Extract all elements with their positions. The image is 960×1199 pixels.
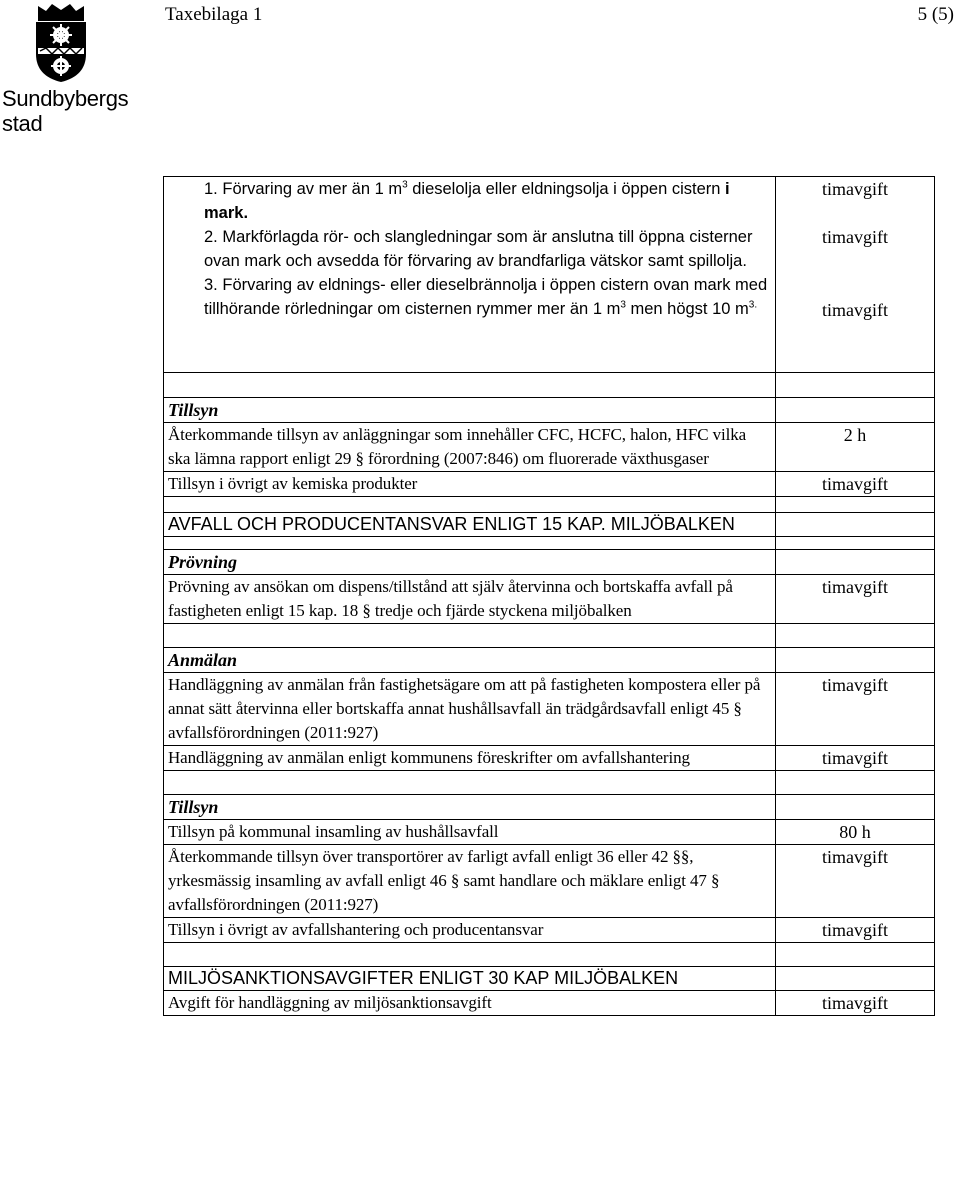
section-subheading: Anmälan <box>164 648 776 673</box>
table-row <box>164 497 935 513</box>
fee-description: Återkommande tillsyn av anläggningar som innehåller CFC, HCFC, halon, HFC vilka ska lämna rapport enligt 29 § förordning (2007:846) om fluorerade växthusgaser <box>164 423 776 472</box>
table-row <box>164 771 935 795</box>
table-row <box>164 991 935 1016</box>
logo-text-line1: Sundbybergs <box>2 86 129 111</box>
table-row <box>164 537 935 550</box>
table-row <box>164 943 935 967</box>
fee-description: Avgift för handläggning av miljösanktionsavgift <box>164 991 776 1016</box>
amount-cell <box>776 177 935 373</box>
fee-description: Tillsyn på kommunal insamling av hushållsavfall <box>164 820 776 845</box>
municipality-logo <box>0 0 129 136</box>
fee-description: Handläggning av anmälan enligt kommunens föreskrifter om avfallshantering <box>164 746 776 771</box>
fee-amount: timavgift <box>776 991 935 1016</box>
table-row <box>164 795 935 820</box>
logo-text-line2: stad <box>2 111 43 136</box>
section-subheading: Tillsyn <box>164 795 776 820</box>
list-item: 1. Förvaring av mer än 1 $m^3$ dieselolja eller eldningsolja i öppen cistern i mark. <box>204 179 730 222</box>
table-row <box>164 398 935 423</box>
fee-amount: timavgift <box>776 673 935 746</box>
section-subheading: Tillsyn <box>164 398 776 423</box>
fee-amount: 80 h <box>776 820 935 845</box>
fee-description: Prövning av ansökan om dispens/tillstånd att själv återvinna och bortskaffa avfall på fastigheten enligt 15 kap. 18 § tredje och fjärde styckena miljöbalken <box>164 575 776 624</box>
fee-description: Handläggning av anmälan från fastighetsägare om att på fastigheten kompostera eller på annat sätt återvinna eller bortskaffa annat hushållsavfall än trädgårdsavfall enligt 45 § avfallsförordningen (2011:927) <box>164 673 776 746</box>
table-row <box>164 624 935 648</box>
table-row <box>164 177 935 373</box>
fee-description: Tillsyn i övrigt av kemiska produkter <box>164 472 776 497</box>
table-row <box>164 967 935 991</box>
table-row <box>164 648 935 673</box>
table-row <box>164 820 935 845</box>
list-item: 3. Förvaring av eldnings- eller dieselbrännolja i öppen cistern ovan mark med tillhörande rörledningar om cisternen rymmer mer än 1 $m^3$ men högst 10 $m^{3.}$ <box>204 276 768 318</box>
amount: timavgift <box>822 300 888 320</box>
table-row <box>164 918 935 943</box>
table-row <box>164 575 935 624</box>
amount: timavgift <box>822 227 888 247</box>
section-subheading: Prövning <box>164 550 776 575</box>
table-row <box>164 550 935 575</box>
section-heading: AVFALL OCH PRODUCENTANSVAR ENLIGT 15 KAP. MILJÖBALKEN <box>164 513 776 537</box>
fee-amount: timavgift <box>776 575 935 624</box>
amount: timavgift <box>822 179 888 199</box>
table-row <box>164 472 935 497</box>
fee-table <box>163 176 935 1016</box>
section-heading: MILJÖSANKTIONSAVGIFTER ENLIGT 30 KAP MILJÖBALKEN <box>164 967 776 991</box>
fee-description: Återkommande tillsyn över transportörer av farligt avfall enligt 36 eller 42 §§, yrkesmässig insamling av avfall enligt 46 § samt handlare och mäklare enligt 47 § avfallsförordningen (2011:927) <box>164 845 776 918</box>
fee-amount: timavgift <box>776 918 935 943</box>
logo-text <box>2 86 127 136</box>
fee-description: Tillsyn i övrigt av avfallshantering och producentansvar <box>164 918 776 943</box>
fee-amount: timavgift <box>776 746 935 771</box>
fee-amount: timavgift <box>776 845 935 918</box>
table-row <box>164 746 935 771</box>
document-title: Taxebilaga 1 <box>165 4 263 25</box>
table-row <box>164 673 935 746</box>
list-item: 2. Markförlagda rör- och slangledningar som är anslutna till öppna cisterner ovan mark och avsedda för förvaring av brandfarliga vätskor samt spillolja. <box>204 228 753 270</box>
fee-amount: timavgift <box>776 472 935 497</box>
table-row <box>164 373 935 398</box>
table-row <box>164 423 935 472</box>
coat-of-arms-icon <box>32 2 90 84</box>
table-row <box>164 845 935 918</box>
page-number: 5 (5) <box>917 4 954 25</box>
table-row <box>164 513 935 537</box>
fee-amount: 2 h <box>776 423 935 472</box>
oil-storage-list <box>164 177 776 373</box>
